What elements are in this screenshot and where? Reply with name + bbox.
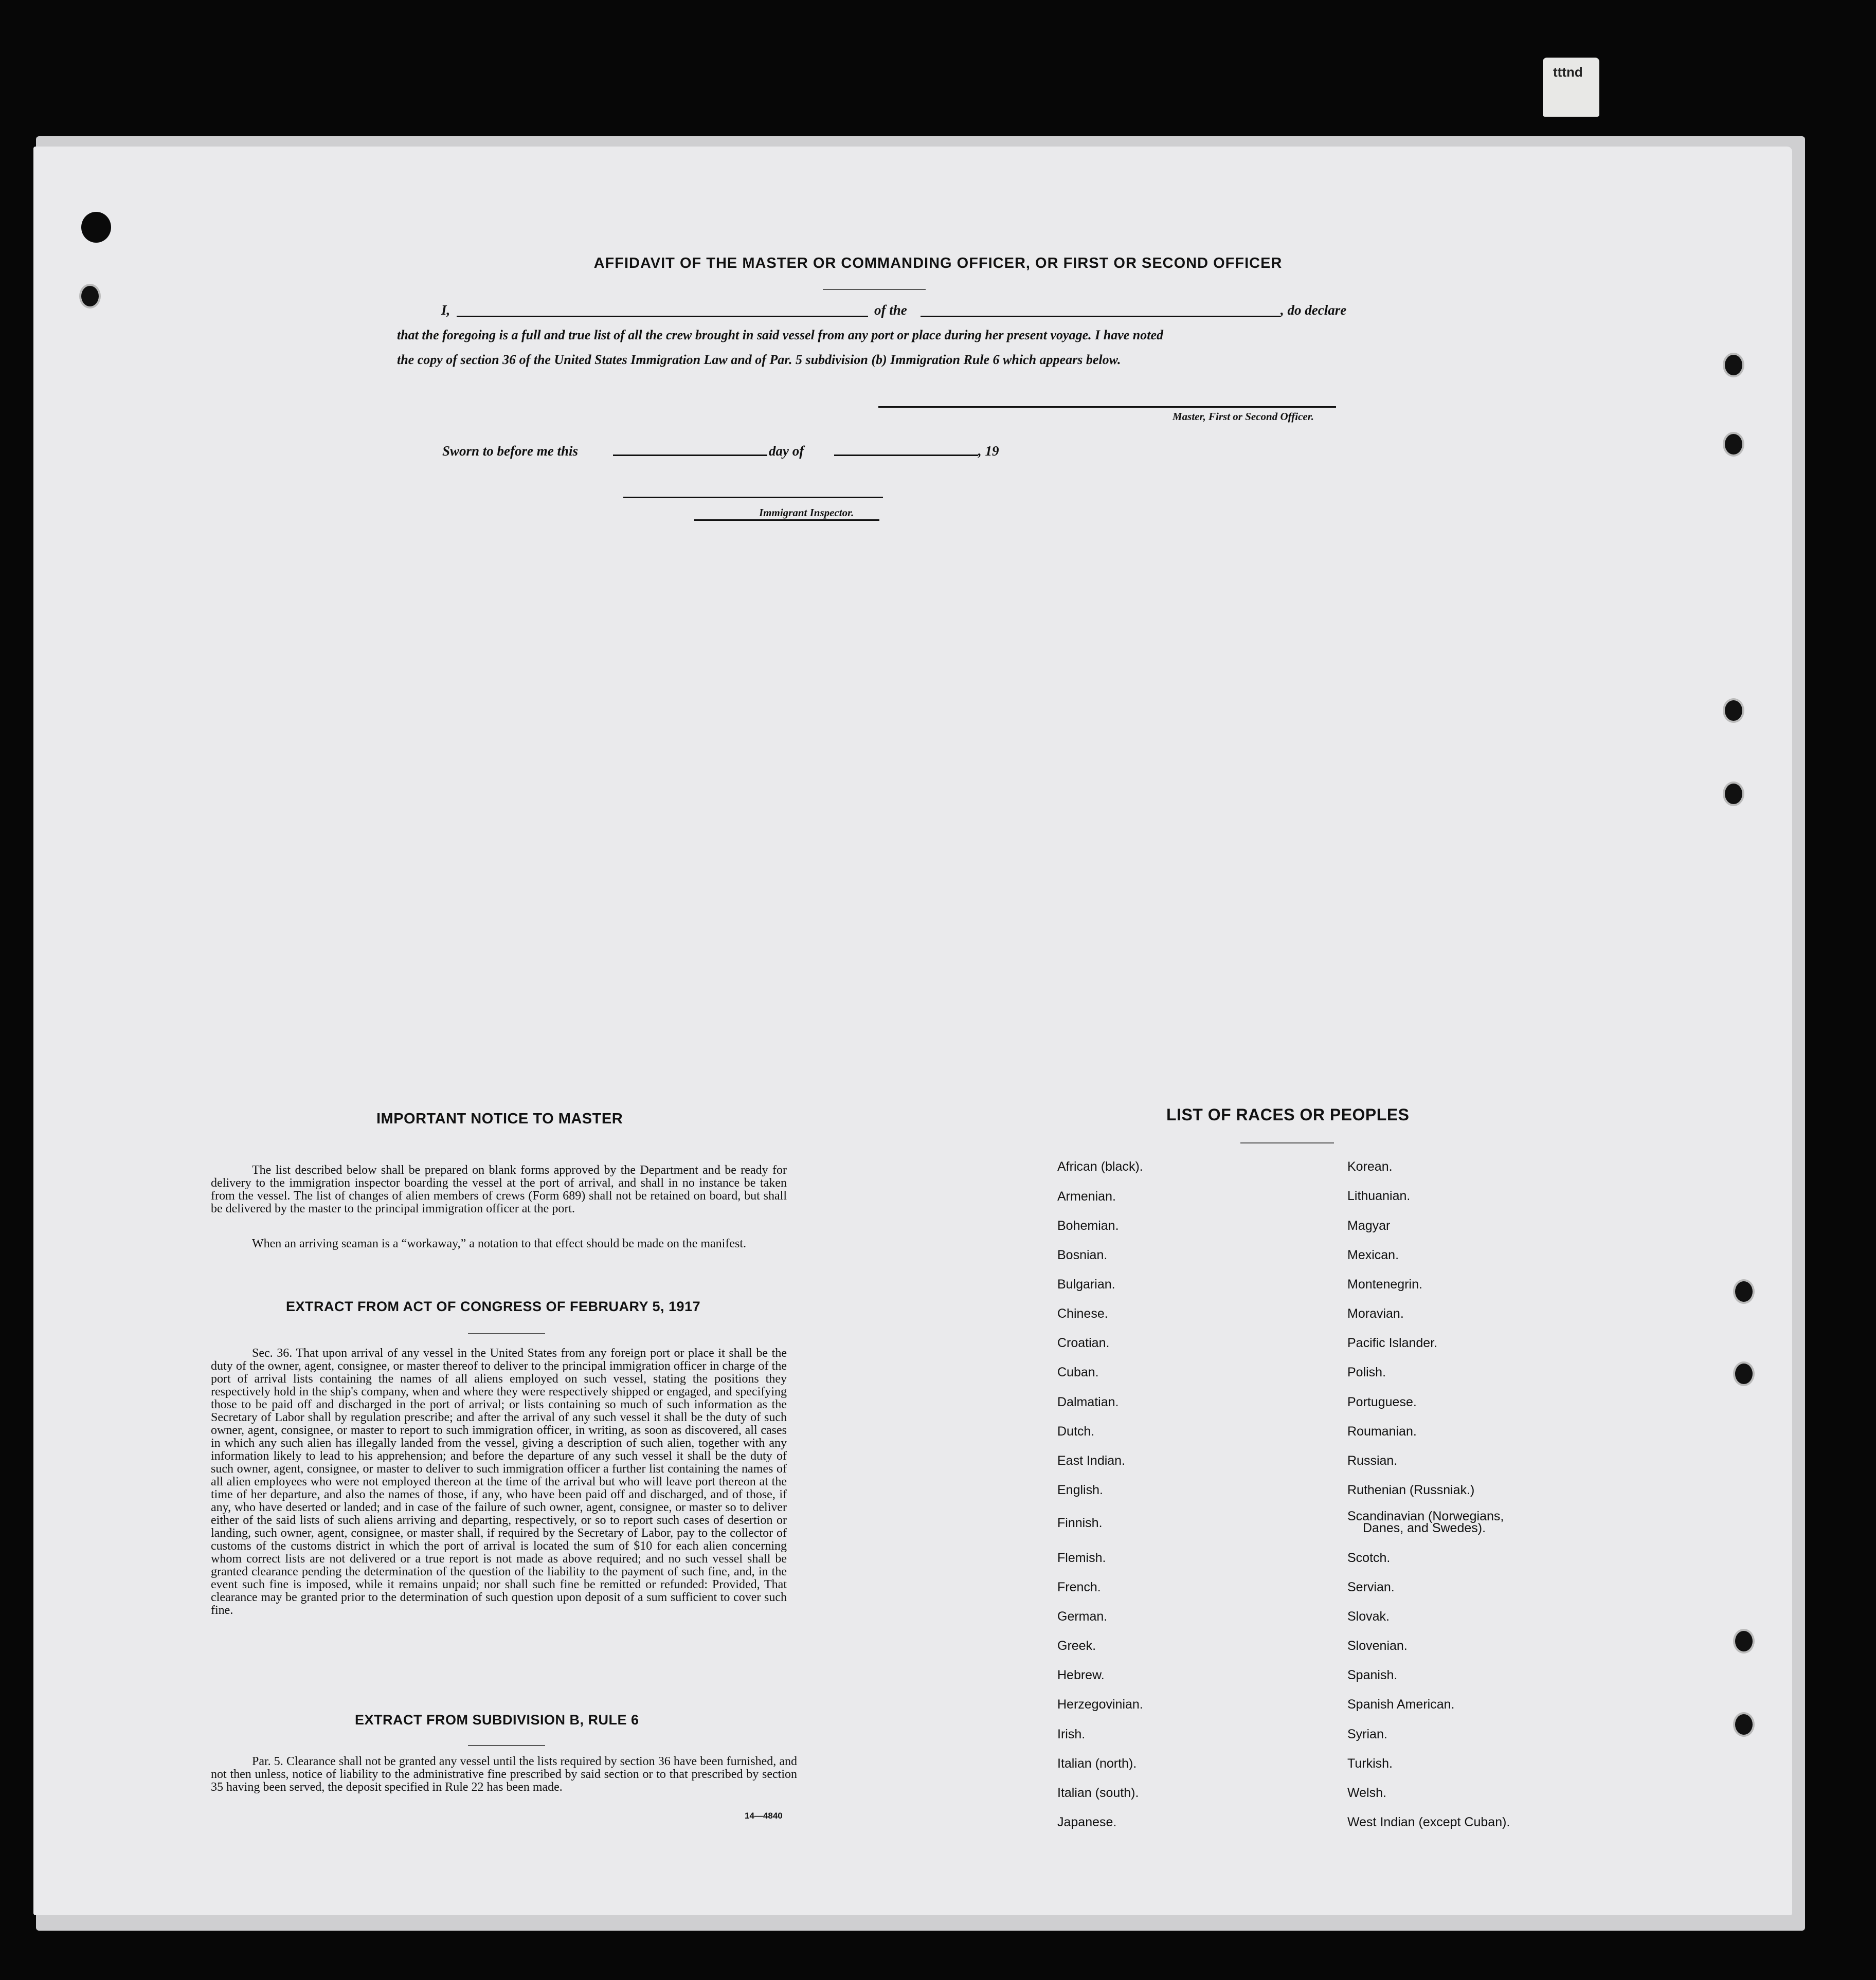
sworn-prefix: Sworn to before me this [442, 443, 579, 459]
race-item: Polish. [1347, 1365, 1386, 1379]
race-item: Ruthenian (Russniak.) [1347, 1483, 1475, 1497]
race-item: Scotch. [1347, 1551, 1391, 1565]
rule-extract-title: EXTRACT FROM SUBDIVISION B, RULE 6 [355, 1712, 639, 1728]
form-number: 14—4840 [745, 1811, 783, 1821]
race-item: Scandinavian (Norwegians, [1347, 1509, 1504, 1523]
race-item: English. [1057, 1483, 1103, 1497]
race-scandinavian-continued: Danes, and Swedes). [1363, 1521, 1486, 1535]
race-item: Greek. [1057, 1639, 1096, 1653]
act-title-rule [468, 1333, 545, 1334]
signature-line [878, 406, 1336, 408]
name-fill-line [457, 316, 868, 317]
race-item: Servian. [1347, 1580, 1395, 1594]
affidavit-line-2: that the foregoing is a full and true list of all the crew brought in said vessel from any port or place during her present voyage. I have noted [397, 328, 1164, 342]
binder-ring-hole [1723, 698, 1744, 723]
signature-caption: Master, First or Second Officer. [1172, 410, 1314, 423]
race-item: Syrian. [1347, 1727, 1387, 1741]
races-title: LIST OF RACES OR PEOPLES [1166, 1105, 1410, 1124]
race-item: Lithuanian. [1347, 1189, 1411, 1203]
race-item: Cuban. [1057, 1365, 1099, 1379]
notice-paragraph-1: The list described below shall be prepared on blank forms approved by the Department and be ready for delivery to the immigration inspector boarding the vessel at the port of arrival, and shall in no instance be taken from the vessel. The list of changes of alien members of crews (Form 689) shall not be retained on board, but shall be delivered by the master to the principal immigration officer at the port. [211, 1164, 787, 1215]
race-item: Italian (north). [1057, 1756, 1137, 1771]
race-item: Montenegrin. [1347, 1277, 1422, 1292]
binder-ring-hole [1723, 353, 1744, 377]
rule-extract-body: Par. 5. Clearance shall not be granted any vessel until the lists required by section 36 have been furnished, and not then unless, notice of liability to the administrative fine prescribed by said section or to that prescribed by section 35 having been served, the deposit specified in Rule 22 has been made. [211, 1755, 797, 1794]
race-item: Dalmatian. [1057, 1395, 1119, 1409]
sworn-day-of: day of [769, 443, 804, 459]
race-item: Croatian. [1057, 1336, 1110, 1350]
race-item: Herzegovinian. [1057, 1697, 1143, 1712]
act-extract-title: EXTRACT FROM ACT OF CONGRESS OF FEBRUARY 5, 1917 [286, 1299, 701, 1314]
act-extract-body: Sec. 36. That upon arrival of any vessel in the United States from any foreign port or place it shall be the duty of the owner, agent, consignee, or master thereof to deliver to the principal immigration officer in charge of the port of arrival lists containing the names of all aliens employed on such vessel, stating the positions they respectively hold in the ship's company, when and where they were respectively shipped or engaged, and specifying those to be paid off and discharged in the port of arrival; or lists containing so much of such information as the Secretary of Labor shall by regulation prescribe; and after the arrival of any such vessel it shall be the duty of such owner, agent, consignee, or master to report to such immigration officer, in writing, as soon as discovered, all cases in which any such alien has illegally landed from the vessel, giving a description of such alien, together with any information likely to lead to his apprehension; and before the departure of any such vessel it shall be the duty of such owner, agent, consignee, or master to deliver to such immigration officer a further list containing the names of all alien employees who were not employed thereon at the time of the arrival but who will leave port thereon at the time of her departure, and also the names of those, if any, who have been paid off and discharged, and of those, if any, who have deserted or landed; and in case of the failure of such owner, agent, consignee, or master so to deliver either of the said lists of such aliens arriving and departing, respectively, or so to report such cases of desertion or landing, such owner, agent, consignee, or master shall, if required by the Secretary of Labor, pay to the collector of customs of the customs district in which the port of arrival is located the sum of $10 for each alien concerning whom correct lists are not delivered or a true report is not made as above required; and no such vessel shall be granted clearance pending the determination of the question of the liability to the payment of such fine, and, in the event such fine is imposed, while it remains unpaid; nor shall such fine be remitted or refunded: Provided, That clearance may be granted prior to the determination of such question upon deposit of a sum sufficient to cover such fine. [211, 1347, 787, 1617]
race-item: West Indian (except Cuban). [1347, 1815, 1510, 1829]
binder-ring-hole [1723, 432, 1744, 457]
film-tab-label: tttnd [1553, 64, 1583, 80]
race-item: Italian (south). [1057, 1786, 1139, 1800]
binder-ring-hole [1733, 1712, 1755, 1737]
notice-title: IMPORTANT NOTICE TO MASTER [376, 1111, 623, 1127]
title-rule [823, 289, 926, 290]
race-item: Spanish American. [1347, 1697, 1455, 1712]
race-item: Moravian. [1347, 1306, 1404, 1321]
race-item: Portuguese. [1347, 1395, 1417, 1409]
race-item: Slovak. [1347, 1609, 1390, 1624]
affidavit-line-3: the copy of section 36 of the United States Immigration Law and of Par. 5 subdivision (b) Immigration Rule 6 which appears below. [397, 352, 1121, 367]
race-item: German. [1057, 1609, 1108, 1624]
race-item: East Indian. [1057, 1454, 1126, 1468]
binder-ring-hole [1733, 1361, 1755, 1386]
race-item: Pacific Islander. [1347, 1336, 1438, 1350]
race-item: Bosnian. [1057, 1248, 1108, 1262]
affidavit-declare: , do declare [1280, 302, 1347, 318]
inspector-signature-line [623, 497, 883, 498]
race-item: French. [1057, 1580, 1101, 1594]
binder-ring-hole [1733, 1629, 1755, 1654]
punch-hole [81, 212, 111, 243]
sworn-year: , 19 [978, 443, 999, 459]
affidavit-i: I, [441, 302, 450, 318]
notice-paragraph-2: When an arriving seaman is a “workaway,” a notation to that effect should be made on the manifest. [252, 1237, 746, 1250]
race-item: African (black). [1057, 1159, 1143, 1174]
race-item: Korean. [1347, 1159, 1393, 1174]
race-item: Irish. [1057, 1727, 1086, 1741]
race-item: Roumanian. [1347, 1424, 1417, 1439]
binder-ring-hole [1723, 782, 1744, 806]
inspector-caption: Immigrant Inspector. [759, 506, 854, 519]
race-item: Chinese. [1057, 1306, 1108, 1321]
race-item: Russian. [1347, 1454, 1398, 1468]
race-item: Dutch. [1057, 1424, 1095, 1439]
race-item: Armenian. [1057, 1189, 1116, 1204]
sworn-month-line [834, 455, 978, 456]
binder-ring-hole [79, 284, 101, 308]
race-item: Spanish. [1347, 1668, 1398, 1682]
binder-ring-hole [1733, 1279, 1755, 1304]
race-item: Slovenian. [1347, 1639, 1408, 1653]
race-item: Hebrew. [1057, 1668, 1105, 1682]
race-item: Finnish. [1057, 1516, 1103, 1530]
races-title-rule [1240, 1142, 1334, 1143]
inspector-caption-underline [694, 519, 879, 521]
vessel-fill-line [921, 316, 1280, 317]
race-item: Magyar [1347, 1219, 1391, 1233]
race-item: Bulgarian. [1057, 1277, 1115, 1292]
race-item: Mexican. [1347, 1248, 1399, 1262]
race-item: Turkish. [1347, 1756, 1393, 1771]
rule-title-rule [468, 1745, 545, 1746]
race-item: Bohemian. [1057, 1219, 1119, 1233]
document-page [33, 147, 1792, 1915]
race-item: Japanese. [1057, 1815, 1117, 1829]
race-item: Flemish. [1057, 1551, 1106, 1565]
affidavit-of-the: of the [874, 302, 907, 318]
sworn-date-line [613, 455, 767, 456]
race-item: Welsh. [1347, 1786, 1386, 1800]
affidavit-title: AFFIDAVIT OF THE MASTER OR COMMANDING OFFICER, OR FIRST OR SECOND OFFICER [593, 255, 1283, 271]
